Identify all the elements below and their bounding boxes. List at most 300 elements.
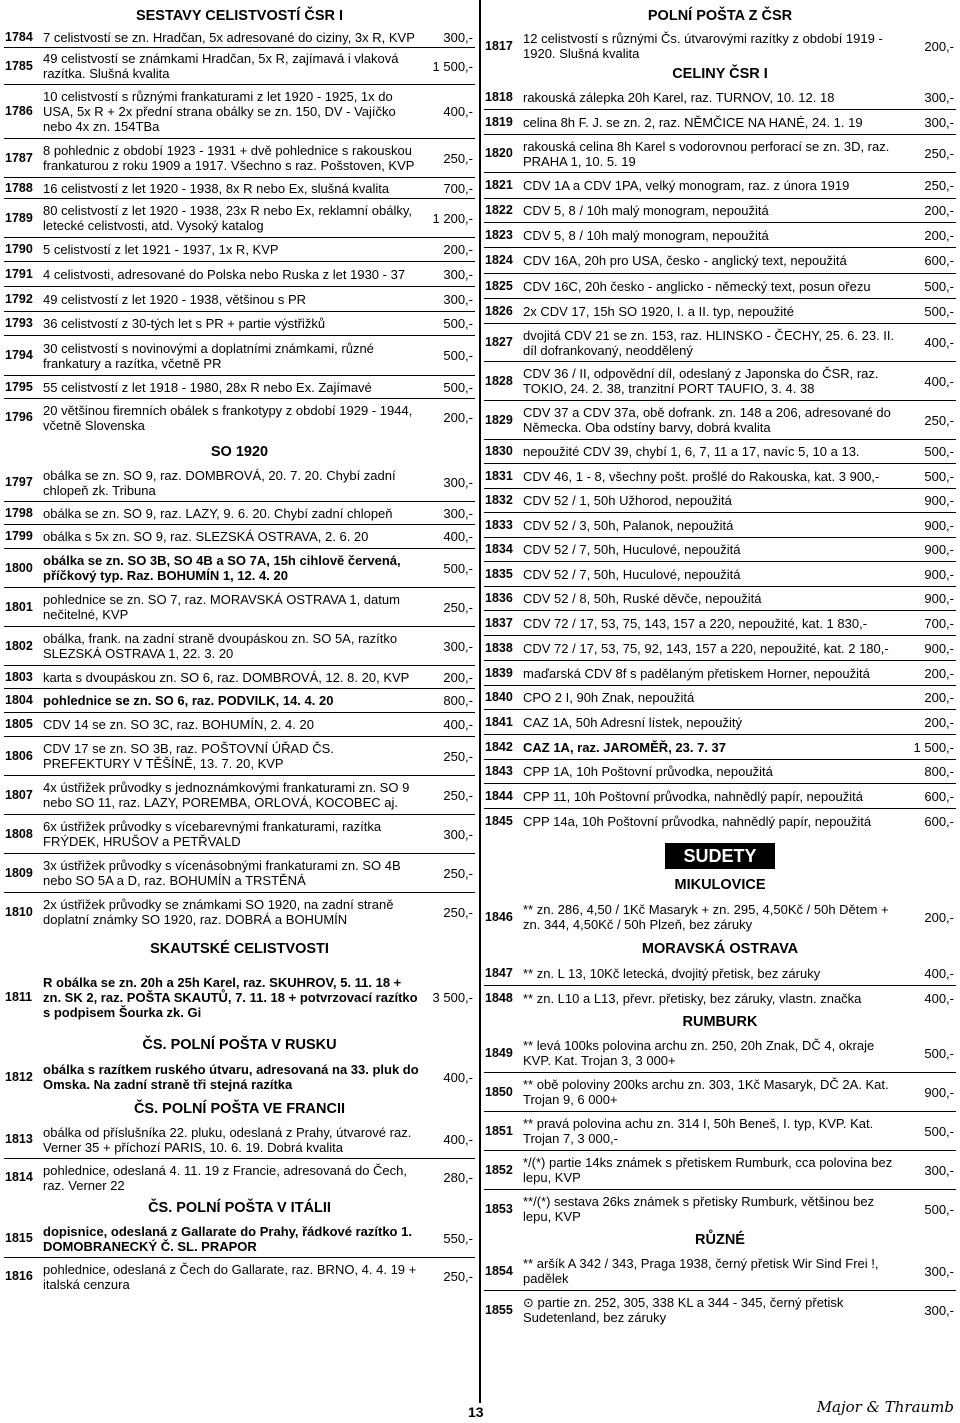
section-heading-cs-polni-posta-ve-francii: ČS. POLNÍ POŠTA VE FRANCII <box>133 1101 346 1117</box>
lot-description: CDV 1A a CDV 1PA, velký monogram, raz. z února 1919 <box>523 178 850 193</box>
lot-row <box>4 139 475 178</box>
lot-price: 500,- <box>443 316 473 331</box>
lot-description: rakouská celina 8h Karel s vodorovnou perforací se zn. 3D, raz. PRAHA 1, 10. 5. 19 <box>523 138 890 169</box>
lot-row <box>484 401 956 440</box>
lot-price: 400,- <box>443 104 473 119</box>
lot-description: CDV 17 se zn. SO 3B, raz. POŠTOVNÍ ÚŘAD ČS. PREFEKTURY V TĚŠÍNĚ, 13. 7. 20, KVP <box>43 741 334 771</box>
lot-row <box>4 961 475 1033</box>
lot-price: 400,- <box>443 1069 473 1085</box>
lot-description: 5 celistvostí z let 1921 - 1937, 1x R, KVP <box>43 242 279 257</box>
lot-number: 1833 <box>485 517 513 532</box>
lot-description: karta s dvoupáskou zn. SO 6, raz. DOMBROVÁ, 12. 8. 20, KVP <box>43 669 410 685</box>
lot-row <box>484 199 956 223</box>
lot-row <box>484 897 956 937</box>
lot-row <box>484 299 956 324</box>
lot-description: */(*) partie 14ks známek s přetiskem Rumburk, cca polovina bez lepu, KVP <box>523 1155 893 1185</box>
lot-description: 4x ústřižek průvodky s jednoznámkovými frankaturami zn. SO 9 nebo SO 11, raz. LAZY, POREMBA, ORLOVÁ, KOCOBEC aj. <box>43 780 410 810</box>
lot-number: 1854 <box>485 1263 513 1278</box>
lot-row <box>4 1258 475 1295</box>
lot-number: 1831 <box>485 468 513 483</box>
lot-number: 1836 <box>485 591 513 605</box>
lot-number: 1799 <box>5 529 33 543</box>
lot-description: pohlednice, odeslaná z Čech do Gallarate, raz. BRNO, 4. 4. 19 + italská cenzura <box>43 1261 417 1292</box>
lot-number: 1829 <box>485 412 513 427</box>
lot-number: 1796 <box>5 410 33 424</box>
lot-price: 200,- <box>924 38 954 54</box>
lot-row <box>484 1034 956 1073</box>
lot-row <box>4 588 475 627</box>
section-banner-sudety: SUDETY <box>665 843 775 869</box>
lot-description: CDV 5, 8 / 10h malý monogram, nepoužitá <box>523 203 769 218</box>
lot-row <box>484 440 956 464</box>
lot-number: 1824 <box>485 253 513 267</box>
lot-price: 900,- <box>924 566 954 582</box>
lot-price: 250,- <box>443 1269 473 1284</box>
lot-row <box>484 661 956 686</box>
lot-price: 700,- <box>443 180 473 196</box>
lot-row <box>4 399 475 436</box>
lot-row <box>484 636 956 661</box>
lot-row <box>484 1151 956 1190</box>
lot-description: 36 celistvostí z 30-tých let s PR + partie výstřižků <box>43 316 326 331</box>
lot-number: 1851 <box>485 1123 513 1138</box>
lot-row <box>4 627 475 666</box>
lot-description: **/(*) sestava 26ks známek s přetisky Rumburk, většinou bez lepu, KVP <box>523 1194 875 1224</box>
lot-row <box>4 854 475 893</box>
lot-number: 1853 <box>485 1201 513 1216</box>
lot-description: 12 celistvostí s různými Čs. útvarovými razítky z období 1919 - 1920. Slušná kvalita <box>523 31 883 61</box>
lot-number: 1808 <box>5 826 33 841</box>
lot-price: 200,- <box>443 669 473 685</box>
lot-row <box>4 262 475 287</box>
lot-number: 1802 <box>5 638 33 653</box>
lot-row <box>484 1112 956 1151</box>
lot-number: 1850 <box>485 1084 513 1099</box>
lot-description: ** zn. L 13, 10Kč letecká, dvojitý přetisk, bez záruky <box>523 965 821 981</box>
lot-price: 400,- <box>924 990 954 1006</box>
lot-number: 1785 <box>5 58 33 73</box>
lot-row <box>4 336 475 376</box>
lot-description: 10 celistvostí s různými frankaturami z let 1920 - 1925, 1x do USA, 5x R + 2x přední strana obálky se zn. 150, DV - Vajíčko nebo 4x zn. 154TBa <box>43 89 396 134</box>
lot-row <box>4 549 475 588</box>
lot-price: 800,- <box>443 693 473 708</box>
lot-description: 2x CDV 17, 15h SO 1920, I. a II. typ, nepoužité <box>523 303 794 319</box>
lot-price: 280,- <box>443 1170 473 1185</box>
lot-number: 1846 <box>485 909 513 924</box>
lot-price: 600,- <box>924 253 954 268</box>
lot-description: dvojitá CDV 21 se zn. 153, raz. HLINSKO - ČECHY, 25. 6. 23. II. díl dofrankovaný, neoddělený <box>523 327 895 358</box>
lot-row <box>4 666 475 689</box>
lot-price: 300,- <box>443 638 473 654</box>
lot-description: CDV 37 a CDV 37a, obě dofrank. zn. 148 a 206, adresované do Německa. Oba odstíny barvy, dobrá kvalita <box>523 405 891 435</box>
lot-description: 20 většinou firemních obálek s frankotypy z období 1929 - 1944, včetně Slovenska <box>43 402 413 433</box>
lot-row <box>484 611 956 636</box>
lot-description: CDV 16A, 20h pro USA, česko - anglický text, nepoužitá <box>523 253 847 268</box>
lot-number: 1788 <box>5 180 33 195</box>
lot-description: CDV 52 / 1, 50h Užhorod, nepoužitá <box>523 493 732 508</box>
lot-row <box>4 502 475 525</box>
section-heading-celiny-csr-i: CELINY ČSR I <box>672 66 768 82</box>
lot-row <box>484 86 956 110</box>
lot-row <box>4 238 475 262</box>
lot-description: CDV 72 / 17, 53, 75, 143, 157 a 220, nepoužité, kat. 1 830,- <box>523 615 868 631</box>
lot-row <box>484 362 956 401</box>
lot-row <box>4 893 475 931</box>
lot-description: 3x ústřižek průvodky s vícenásobnými frankaturami zn. SO 4B nebo SO 5A a D, raz. BOHUMÍN a TRSTĚNÁ <box>43 858 401 888</box>
lot-number: 1806 <box>5 748 33 763</box>
lot-price: 300,- <box>924 114 954 130</box>
lot-price: 200,- <box>924 203 954 218</box>
lot-price: 200,- <box>924 909 954 925</box>
lot-number: 1804 <box>5 693 33 707</box>
lot-description: CAZ 1A, raz. JAROMĚŘ, 23. 7. 37 <box>523 739 727 755</box>
lot-description: 2x ústřižek průvodky se známkami SO 1920, na zadní straně doplatní známky SO 1920, raz. DOBRÁ a BOHUMÍN <box>43 897 394 927</box>
section-heading-so-1920: SO 1920 <box>210 444 269 460</box>
lot-description: 6x ústřižek průvodky s vícebarevnými frankaturami, razítka FRÝDEK, HRUŠOV a PETŘVALD <box>43 819 382 849</box>
lot-price: 300,- <box>443 30 473 45</box>
lot-price: 500,- <box>924 278 954 294</box>
lot-price: 900,- <box>924 591 954 606</box>
lot-row <box>484 784 956 809</box>
lot-number: 1816 <box>5 1269 33 1283</box>
lot-price: 300,- <box>443 291 473 307</box>
lot-number: 1855 <box>485 1302 513 1317</box>
lot-number: 1822 <box>485 203 513 217</box>
page-number: 13 <box>468 1404 484 1420</box>
lot-row <box>4 776 475 815</box>
lot-row <box>484 1252 956 1291</box>
lot-description: CPP 14a, 10h Poštovní průvodka, nahnědlý papír, nepoužitá <box>523 813 872 829</box>
lot-row <box>4 464 475 502</box>
lot-price: 300,- <box>443 505 473 521</box>
lot-price: 400,- <box>443 529 473 544</box>
lot-number: 1821 <box>485 178 513 192</box>
lot-description: CAZ 1A, 50h Adresní lístek, nepoužitý <box>523 714 742 730</box>
lot-description: ⊙ partie zn. 252, 305, 338 KL a 344 - 345, černý přetisk Sudetenland, bez záruky <box>523 1295 844 1325</box>
lot-price: 600,- <box>924 788 954 804</box>
lot-description: 16 celistvostí z let 1920 - 1938, 8x R nebo Ex, slušná kvalita <box>43 180 390 196</box>
lot-row <box>484 489 956 513</box>
lot-number: 1812 <box>5 1069 33 1084</box>
lot-number: 1786 <box>5 104 33 118</box>
lot-row <box>4 737 475 776</box>
lot-description: ** pravá polovina achu zn. 314 I, 50h Beneš, I. typ, KVP. Kat. Trojan 7, 3 000,- <box>523 1116 874 1146</box>
lot-description: CDV 46, 1 - 8, všechny pošt. prošlé do Rakouska, kat. 3 900,- <box>523 468 880 484</box>
lot-description: obálka se zn. SO 9, raz. LAZY, 9. 6. 20. Chybí zadní chlopeň <box>43 505 393 521</box>
lot-description: 7 celistvostí se zn. Hradčan, 5x adresované do ciziny, 3x R, KVP <box>43 30 415 45</box>
lot-price: 300,- <box>924 90 954 105</box>
lot-description: CPP 11, 10h Poštovní průvodka, nahnědlý papír, nepoužitá <box>523 788 863 804</box>
lot-description: 49 celistvostí se známkami Hradčan, 5x R, zajímavá i vlaková razítka. Slušná kvalita <box>43 51 399 81</box>
lot-price: 200,- <box>924 665 954 681</box>
lot-number: 1840 <box>485 690 513 704</box>
section-heading-polni-posta-z-csr: POLNÍ POŠTA Z ČSR <box>647 8 793 24</box>
lot-number: 1848 <box>485 990 513 1005</box>
lot-description: pohlednice se zn. SO 6, raz. PODVILK, 14. 4. 20 <box>43 693 334 708</box>
lot-number: 1838 <box>485 640 513 655</box>
lot-row <box>484 538 956 562</box>
lot-number: 1843 <box>485 764 513 778</box>
lot-price: 1 500,- <box>432 58 473 74</box>
lot-number: 1815 <box>5 1231 33 1245</box>
lot-description: ** levá 100ks polovina archu zn. 250, 20h Znak, DČ 4, okraje KVP. Kat. Trojan 3, 3 000+ <box>523 1038 875 1068</box>
lot-price: 500,- <box>924 468 954 484</box>
lot-row <box>4 689 475 713</box>
lot-row <box>484 587 956 611</box>
lot-price: 400,- <box>924 373 954 389</box>
lot-price: 250,- <box>443 787 473 803</box>
right-column <box>484 6 956 1329</box>
lot-number: 1823 <box>485 227 513 242</box>
lot-row <box>484 986 956 1010</box>
lot-row <box>484 135 956 173</box>
lot-description: 4 celistvosti, adresované do Polska nebo Ruska z let 1930 - 37 <box>43 266 406 282</box>
lot-number: 1793 <box>5 316 33 330</box>
lot-description: obálka od příslušníka 22. pluku, odeslaná z Prahy, útvarové raz. Verner 35 + příchozí PARIS, 10. 6. 19. Dobrá kvalita <box>43 1124 412 1155</box>
lot-row <box>4 312 475 336</box>
lot-number: 1807 <box>5 787 33 802</box>
lot-number: 1809 <box>5 865 33 880</box>
lot-price: 900,- <box>924 1084 954 1100</box>
lot-price: 3 500,- <box>432 989 473 1005</box>
lot-price: 250,- <box>443 904 473 920</box>
section-heading-mikulovice: MIKULOVICE <box>674 877 766 893</box>
lot-price: 400,- <box>924 335 954 350</box>
lot-number: 1819 <box>485 114 513 129</box>
lot-number: 1805 <box>5 717 33 731</box>
lot-description: obálka, frank. na zadní straně dvoupáskou zn. SO 5A, razítko SLEZSKÁ OSTRAVA 1, 22. 3. 20 <box>43 631 398 661</box>
lot-description: 30 celistvostí s novinovými a doplatními známkami, různé frankatury a razítka, včetně PR <box>43 340 374 371</box>
lot-description: rakouská zálepka 20h Karel, raz. TURNOV, 10. 12. 18 <box>523 90 835 105</box>
lot-price: 1 500,- <box>913 739 954 755</box>
lot-price: 700,- <box>924 615 954 631</box>
lot-price: 500,- <box>443 560 473 576</box>
lot-price: 500,- <box>924 303 954 319</box>
lot-price: 300,- <box>924 1302 954 1318</box>
lot-row <box>484 223 956 248</box>
lot-description: pohlednice, odeslaná 4. 11. 19 z Francie, adresovaná do Čech, raz. Verner 22 <box>43 1162 407 1193</box>
lot-row <box>484 961 956 986</box>
section-heading-skautske-celistvosti: SKAUTSKÉ CELISTVOSTI <box>150 941 329 957</box>
lot-row <box>484 735 956 760</box>
lot-row <box>4 713 475 737</box>
lot-price: 250,- <box>443 748 473 764</box>
lot-row <box>484 28 956 64</box>
section-heading-cs-polni-posta-v-italii: ČS. POLNÍ POŠTA V ITÁLII <box>148 1200 331 1216</box>
lot-row <box>4 85 475 139</box>
lot-price: 400,- <box>443 1132 473 1147</box>
lot-row <box>484 513 956 538</box>
lot-price: 300,- <box>924 1263 954 1279</box>
lot-description: ** zn. 286, 4,50 / 1Kč Masaryk + zn. 295, 4,50Kč / 50h Dětem + zn. 344, 4,50Kč / 50h Plzeň, bez záruky <box>523 902 889 932</box>
section-heading-ruzne: RŮZNÉ <box>695 1232 745 1248</box>
lot-description: CDV 52 / 7, 50h, Huculové, nepoužitá <box>523 566 741 582</box>
lot-description: R obálka se zn. 20h a 25h Karel, raz. SKUHROV, 5. 11. 18 + zn. SK 2, raz. POŠTA SKAUTŮ, 7. 11. 18 + potvrzovací razítko s podpisem Šourka zk. Gi <box>43 974 418 1020</box>
lot-price: 300,- <box>443 826 473 842</box>
lot-row <box>484 1291 956 1329</box>
lot-number: 1852 <box>485 1162 513 1177</box>
lot-description: CDV 52 / 3, 50h, Palanok, nepoužitá <box>523 517 734 533</box>
lot-number: 1844 <box>485 788 513 803</box>
lot-row <box>484 686 956 710</box>
lot-price: 900,- <box>924 640 954 656</box>
lot-number: 1789 <box>5 210 33 225</box>
lot-row <box>4 199 475 238</box>
lot-number: 1825 <box>485 278 513 293</box>
lot-price: 600,- <box>924 813 954 829</box>
lot-number: 1813 <box>5 1132 33 1146</box>
lot-price: 500,- <box>924 444 954 459</box>
lot-description: obálka s 5x zn. SO 9, raz. SLEZSKÁ OSTRAVA, 2. 6. 20 <box>43 529 369 544</box>
lot-row <box>484 173 956 199</box>
lot-price: 200,- <box>924 690 954 705</box>
lot-price: 250,- <box>924 146 954 161</box>
lot-number: 1801 <box>5 599 33 614</box>
lot-description: CDV 5, 8 / 10h malý monogram, nepoužitá <box>523 227 769 243</box>
section-heading-cs-polni-posta-v-rusku: ČS. POLNÍ POŠTA V RUSKU <box>142 1037 337 1053</box>
lot-price: 500,- <box>924 1123 954 1139</box>
lot-number: 1842 <box>485 739 513 754</box>
lot-description: nepoužité CDV 39, chybí 1, 6, 7, 11 a 17, navíc 5, 10 a 13. <box>523 444 860 459</box>
lot-row <box>4 525 475 549</box>
lot-description: CDV 52 / 8, 50h, Ruské děvče, nepoužitá <box>523 591 762 606</box>
lot-description: CDV 16C, 20h česko - anglicko - německý text, posun ořezu <box>523 278 871 294</box>
lot-row <box>484 809 956 833</box>
lot-row <box>484 1190 956 1228</box>
lot-row <box>484 760 956 784</box>
lot-row <box>4 1220 475 1258</box>
lot-number: 1827 <box>485 335 513 349</box>
lot-price: 1 200,- <box>432 210 473 226</box>
lot-number: 1832 <box>485 493 513 507</box>
lot-number: 1830 <box>485 444 513 458</box>
lot-price: 500,- <box>924 1201 954 1217</box>
lot-number: 1839 <box>485 665 513 680</box>
lot-description: CDV 14 se zn. SO 3C, raz. BOHUMÍN, 2. 4. 20 <box>43 717 314 732</box>
lot-number: 1797 <box>5 475 33 489</box>
lot-price: 250,- <box>443 865 473 881</box>
lot-description: CPO 2 I, 90h Znak, nepoužitá <box>523 690 695 705</box>
lot-price: 250,- <box>924 412 954 428</box>
lot-row <box>4 376 475 399</box>
lot-description: CDV 52 / 7, 50h, Huculové, nepoužitá <box>523 542 741 557</box>
lot-description: CDV 72 / 17, 53, 75, 92, 143, 157 a 220, nepoužité, kat. 2 180,- <box>523 640 889 656</box>
lot-number: 1841 <box>485 714 513 729</box>
lot-row <box>484 324 956 362</box>
lot-description: 55 celistvostí z let 1918 - 1980, 28x R nebo Ex. Zajímavé <box>43 379 372 395</box>
lot-price: 250,- <box>443 599 473 615</box>
lot-row <box>4 178 475 199</box>
left-column <box>4 6 475 1295</box>
lot-number: 1828 <box>485 373 513 388</box>
lot-number: 1795 <box>5 379 33 394</box>
lot-description: pohlednice se zn. SO 7, raz. MORAVSKÁ OSTRAVA 1, datum nečitelné, KVP <box>43 592 400 622</box>
lot-price: 500,- <box>443 379 473 395</box>
lot-row <box>484 710 956 735</box>
lot-description: CDV 36 / II, odpovědní díl, odeslaný z Japonska do ČSR, raz. TOKIO, 24. 2. 38, tranzitní PORT TAUFIO, 3. 4. 38 <box>523 366 879 396</box>
lot-row <box>4 28 475 48</box>
lot-price: 900,- <box>924 493 954 508</box>
lot-number: 1792 <box>5 291 33 306</box>
lot-price: 900,- <box>924 542 954 557</box>
lot-number: 1835 <box>485 566 513 581</box>
lot-price: 300,- <box>924 1162 954 1178</box>
lot-price: 800,- <box>924 764 954 779</box>
lot-row <box>484 1073 956 1112</box>
lot-description: CPP 1A, 10h Poštovní průvodka, nepoužitá <box>523 764 773 779</box>
lot-row <box>484 464 956 489</box>
lot-price: 500,- <box>443 348 473 363</box>
lot-price: 250,- <box>443 150 473 166</box>
lot-row <box>484 110 956 135</box>
lot-description: obálka s razítkem ruského útvaru, adresovaná na 33. pluk do Omska. Na zadní straně tři stejná razítka <box>43 1062 419 1092</box>
lot-description: obálka se zn. SO 9, raz. DOMBROVÁ, 20. 7. 20. Chybí zadní chlopeň zk. Tribuna <box>43 467 396 498</box>
lot-price: 250,- <box>924 178 954 193</box>
lot-price: 500,- <box>924 1045 954 1061</box>
lot-number: 1803 <box>5 669 33 684</box>
lot-number: 1810 <box>5 904 33 919</box>
section-heading-sestavy-celistvosti-csr-i: SESTAVY CELISTVOSTÍ ČSR I <box>135 8 344 24</box>
lot-price: 550,- <box>443 1231 473 1246</box>
lot-description: ** zn. L10 a L13, převr. přetisky, bez záruky, vlastn. značka <box>523 990 862 1006</box>
lot-description: ** obě poloviny 200ks archu zn. 303, 1Kč Masaryk, DČ 2A. Kat. Trojan 9, 6 000+ <box>523 1077 889 1107</box>
lot-number: 1784 <box>5 30 33 44</box>
lot-price: 400,- <box>443 717 473 732</box>
lot-number: 1845 <box>485 813 513 828</box>
section-heading-moravska-ostrava: MORAVSKÁ OSTRAVA <box>641 941 799 957</box>
lot-number: 1798 <box>5 505 33 520</box>
lot-description: 49 celistvostí z let 1920 - 1938, většinou s PR <box>43 291 307 307</box>
lot-number: 1817 <box>485 38 513 53</box>
lot-price: 300,- <box>443 266 473 282</box>
section-heading-rumburk: RUMBURK <box>682 1014 758 1030</box>
lot-price: 200,- <box>924 714 954 730</box>
lot-number: 1837 <box>485 615 513 630</box>
lot-description: dopisnice, odeslaná z Gallarate do Prahy, řádkové razítko 1. DOMOBRANECKÝ Č. SL. PRAPOR <box>43 1223 412 1254</box>
lot-row <box>484 248 956 274</box>
lot-number: 1791 <box>5 266 33 281</box>
lot-number: 1811 <box>5 989 33 1004</box>
lot-row <box>4 1121 475 1159</box>
lot-description: obálka se zn. SO 3B, SO 4B a SO 7A, 15h cihlově červená, příčkový typ. Raz. BOHUMÍN 1, 12. 4. 20 <box>43 553 401 583</box>
lot-description: celina 8h F. J. se zn. 2, raz. NĚMČICE NA HANÉ, 24. 1. 19 <box>523 114 863 130</box>
lot-description: maďarská CDV 8f s padělaným přetiskem Horner, nepoužitá <box>523 665 870 681</box>
lot-number: 1820 <box>485 146 513 160</box>
lot-number: 1834 <box>485 542 513 556</box>
lot-number: 1818 <box>485 90 513 104</box>
lot-row <box>484 274 956 299</box>
lot-number: 1794 <box>5 348 33 362</box>
lot-row <box>4 48 475 85</box>
lot-number: 1847 <box>485 965 513 980</box>
lot-number: 1790 <box>5 242 33 256</box>
lot-price: 200,- <box>924 227 954 243</box>
lot-row <box>4 1057 475 1097</box>
lot-row <box>484 562 956 587</box>
lot-row <box>4 1159 475 1196</box>
column-divider <box>479 0 481 1403</box>
lot-row <box>4 287 475 312</box>
lot-price: 300,- <box>443 475 473 490</box>
lot-number: 1849 <box>485 1045 513 1060</box>
lot-price: 900,- <box>924 517 954 533</box>
lot-description: 8 pohlednic z období 1923 - 1931 + dvě pohlednice s rakouskou frankaturou z roku 1909 a 1917. Všechno s raz. Pošstoven, KVP <box>43 143 415 173</box>
brand-signature: Major & Thraumb <box>816 1398 954 1416</box>
lot-description: 80 celistvostí z let 1920 - 1938, 23x R nebo Ex, reklamní obálky, letecké celistvosti, atd. Vysoký katalog <box>43 203 413 233</box>
lot-number: 1800 <box>5 560 33 575</box>
lot-price: 200,- <box>443 410 473 425</box>
lot-row <box>4 815 475 854</box>
